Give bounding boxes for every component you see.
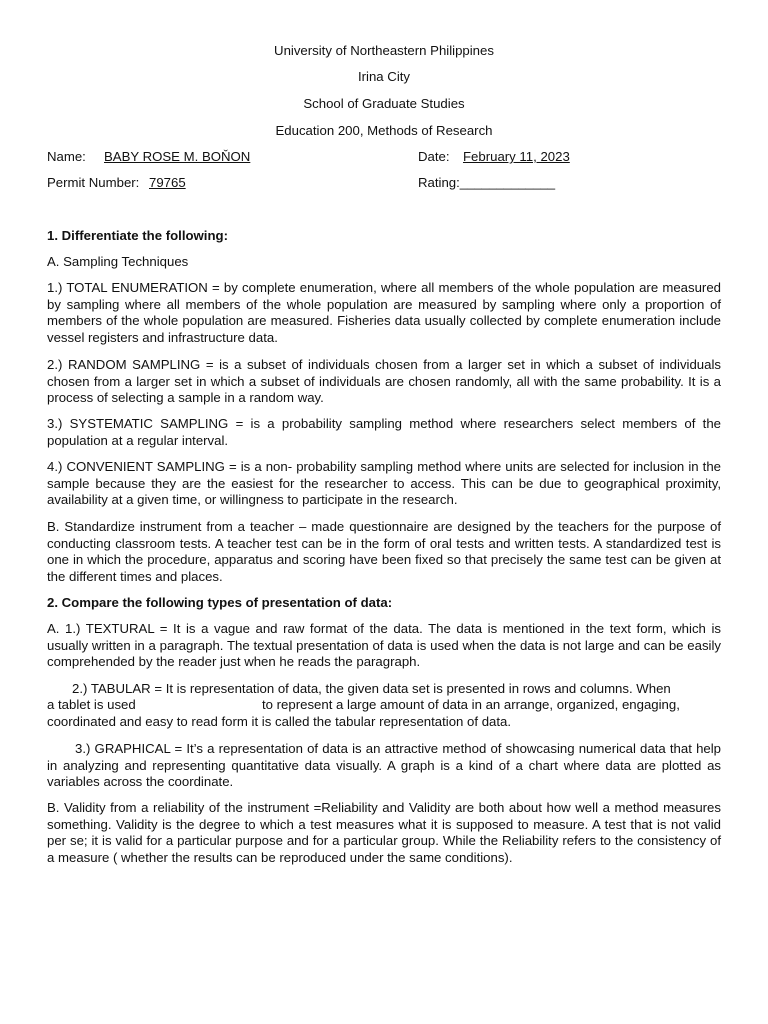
tabular-line-2b: to represent a large amount of data in an arrange, organized, engaging,: [262, 697, 680, 712]
permit-label: Permit Number:: [47, 175, 140, 190]
name-label: Name:: [47, 149, 86, 164]
course-title: Education 200, Methods of Research: [275, 123, 493, 138]
item-total-enumeration: 1.) TOTAL ENUMERATION = by complete enumeration, where all members of the whole population are measured by sampling where all members of the whole population are measured by sampling where only a proportion of members of the whole population are measured. Fisheries data usually collected by complete enumeration include vessel registers and infrastructure data.: [47, 280, 721, 345]
graphical-paragraph: 3.) GRAPHICAL = It’s a representation of data is an attractive method of showcasing numerical data that help in analyzing and representing quantitative data visually. A graph is a kind of a chart where data are plotted as variables across the coordinate.: [47, 741, 721, 790]
date-label: Date:: [418, 149, 450, 164]
validity-paragraph: B. Validity from a reliability of the instrument =Reliability and Validity are both about how well a method measures something. Validity is the degree to which a test measures what it is supposed to measure. A test that is not valid per se; it is valid for a particular purpose and for a particular group. While the Reliability refers to the consistency of a measure ( whether the results can be reproduced under the same conditions).: [47, 800, 721, 865]
university-name: University of Northeastern Philippines: [274, 43, 494, 58]
tabular-line-3: coordinated and easy to read form it is called the tabular representation of data.: [47, 714, 512, 729]
section1-heading: 1. Differentiate the following:: [47, 228, 228, 243]
tabular-line-1: 2.) TABULAR = It is representation of data, the given data set is presented in rows and columns. When: [72, 681, 671, 696]
name-value: BABY ROSE M. BOŇON: [104, 149, 251, 164]
sampling-techniques-subheading: A. Sampling Techniques: [47, 254, 189, 269]
item-systematic-sampling: 3.) SYSTEMATIC SAMPLING = is a probability sampling method where researchers select members of the population at a regular interval.: [47, 416, 721, 448]
item-random-sampling: 2.) RANDOM SAMPLING = is a subset of individuals chosen from a larger set in which a subset of individuals chosen from a larger set in which a subset of individuals are chosen randomly, all with the same probability. It is a process of selecting a sample in a random way.: [47, 357, 721, 406]
city-name: Irina City: [357, 69, 411, 84]
item-convenient-sampling: 4.) CONVENIENT SAMPLING = is a non- probability sampling method where units are selected for inclusion in the sample because they are the easiest for the researcher to access. This can be due to geographical proximity, availability at a given time, or willingness to participate in the research.: [47, 459, 721, 508]
section2-heading: 2. Compare the following types of presentation of data:: [47, 595, 393, 610]
standardized-instrument-paragraph: B. Standardize instrument from a teacher – made questionnaire are designed by the teachers for the purpose of conducting classroom tests. A teacher test can be in the form of oral tests and written tests. A standardized test is one in which the procedure, apparatus and scoring have been fixed so that precisely the same test can be given at the different times and places.: [47, 519, 721, 584]
date-value: February 11, 2023: [463, 149, 570, 164]
permit-value: 79765: [149, 175, 186, 190]
textural-paragraph: A. 1.) TEXTURAL = It is a vague and raw format of the data. The data is mentioned in the text form, which is usually written in a paragraph. The textual presentation of data is used when the data is not large and can be easily comprehended by the reader just when he reads the paragraph.: [47, 621, 721, 670]
rating-field: Rating:_____________: [418, 175, 556, 190]
tabular-line-2a: a tablet is used: [47, 697, 136, 712]
school-name: School of Graduate Studies: [303, 96, 465, 111]
